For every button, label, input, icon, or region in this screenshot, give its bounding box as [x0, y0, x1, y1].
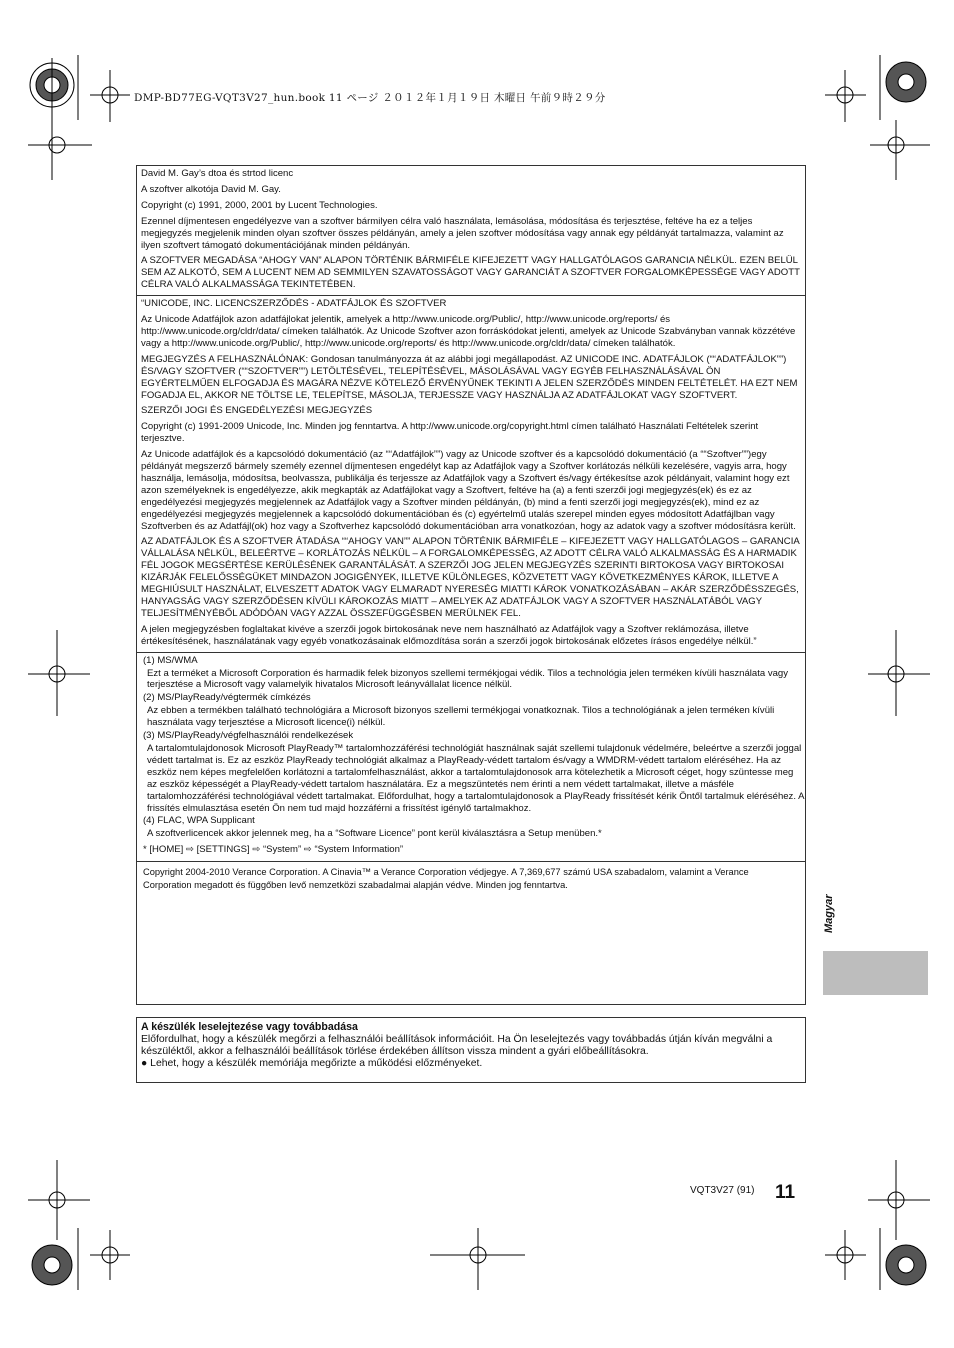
paragraph: AZ ADATFÁJLOK ÉS A SZOFTVER ÁTADÁSA ““AHOGY VAN”” ALAPON TÖRTÉNIK BÁRMIFÉLE – KIFEJEZETT VAGY HALLGATÓLAGOS – GARANCIA VÁLLALÁSA NÉLKÜL, BELEÉRTVE – KORLÁTOZÁS NÉLKÜL – A FORGALOMKÉPESSÉG, AZ ADOTT CÉLRA VALÓ ALKALMASSÁG ÉS A HARMADIK FÉL JOGOK MEGSÉRTÉSE KERÜLÉSÉNEK GARANTÁLÁSÁT. A SZERZŐI JOG JELEN MEGJEGYZÉS SZERINTI BIRTOKOSA VAGY BIRTOKOSAI KIZÁRJÁK FELELŐSSÉGÜKET MINDAZON JOGIGÉNYEK, ILLETVE KÜLÖNLEGES, KÖZVETETT VAGY KÖVETKEZMÉNYES KÁROK, ILLETVE A MEGHIÚSULT HASZNÁLAT, ELVESZETT ADATOK VAGY ELMARADT NYERESÉG MIATTI KÁROK VONATKOZÁSÁBAN – AKÁR SZERZŐDÉSSZEGÉS, HANYAGSÁG VAGY SZERZŐDÉSEN KÍVÜLI KÁROKOZÁS MIATT – AMELYEK AZ ADATFÁJLOK VAGY A SZOFTVER HASZNÁLATÁBÓL VAGY TELJESÍTMÉNYÉBŐL ADÓDÓAN VAGY AZZAL ÖSSZEFÜGGÉSBEN MERÜLNEK FEL.: [141, 536, 800, 619]
document-code: VQT3V27 (91): [690, 1185, 755, 1196]
dtoa-license: [137, 166, 805, 296]
paragraph: Előfordulhat, hogy a készülék megőrzi a felhasználói beállítások információit. Ha Ön leselejtezés vagy továbbadás útján kíván megválni a készüléktől, akkor a felhasználói beállítások törlése érdekében állítson vissza mindent a gyári előbeállításokra.: [141, 1034, 773, 1058]
paragraph: MEGJEGYZÉS A FELHASZNÁLÓNAK: Gondosan tanulmányozza át az alábbi jogi megállapodást. AZ UNICODE INC. ADATFÁJLOK (““ADATFÁJLOK””) ÉS/VAGY SZOFTVER (““SZOFTVER””) LETÖLTÉSÉVEL, TELEPÍTÉSÉVEL, MÁSOLÁSÁVAL VAGY EGYÉB FELHASZNÁLÁSÁVAL ÖN EGYÉRTELMŰEN ELFOGADJA ÉS MAGÁRA NÉZVE KÖTELEZŐ ÉRVÉNYŰNEK TEKINTI A JELEN SZERZŐDÉS MINDEN FELTÉTELÉT. HA EZT NEM FOGADJA EL, AKKOR NE TÖLTSE LE, TELEPÍTSE, MÁSOLJA, TERJESSZE VAGY HASZNÁLJA AZ ADATFÁJLOKAT VAGY SZOFTVERT.: [141, 353, 798, 401]
paragraph: David M. Gay’s dtoa és strtod licenc: [141, 168, 294, 179]
paragraph: Ezennel díjmentesen engedélyezve van a szoftver bármilyen célra való használata, lemásolása, módosítása és terjesztése, feltéve ha ez a teljes megjegyzés megjelenik minden olyan szoftver összes példányán, amely a jelen szoftver módosítása vagy annak egy példányát tartalmazza, valamint az ilyen szoftvert támogató dokumentációjának minden példányán.: [141, 215, 784, 251]
paragraph: Copyright 2004-2010 Verance Corporation. A Cinavia™ a Verance Corporation védjegye. A 7,369,677 számú USA szabadalom, valamint a Verance Corporation megadott és függőben levő nemzetközi szabadalmai alapján védve. Minden jog fenntartva.: [143, 867, 749, 890]
paragraph: SZERZŐI JOGI ÉS ENGEDÉLYEZÉSI MEGJEGYZÉS: [141, 405, 373, 417]
list-item-title: (1) MS/WMA: [143, 654, 198, 666]
list-item: A tartalomtulajdonosok Microsoft PlayReady™ tartalomhozzáférési technológiát használnak saját szellemi tulajdonuk védelmére, beleértve a szerzői joggal védett tartalmat is. Ez az eszköz PlayReady technológiát alkalmaz a PlayReady-védett tartalom és/vagy a WMDRM-védett tartalom eléréséhez. Ha az eszköz nem képes megfelelően korlátozni a tartalomfelhasználást, akkor a tartalomtulajdonosok arra kötelezhetik a Microsoft céget, hogy szüntesse meg az eszköz képességét a PlayReady-védett tartalom használatára. Ez a megszüntetés nem érinti a nem védett tartalmakat, illetve a másféle tartalomhozzáférési technológiával védett tartalmakat. Előfordulhat, hogy a tartalomtulajdonosok a PlayReady frissítését kérik Öntől tartalmuk eléréséhez. A frissítés elmulasztása esetén Ön nem tud majd hozzáférni a frissítést igénylő tartalmakhoz.: [147, 742, 804, 814]
list-item: Az ebben a termékben található technológiára a Microsoft bizonyos szellemi termékjogai vonatkoznak. Tilos a technológiának a jelen terméken kívüli használata vagy terjesztése a Microsoft licence(i) nélkül.: [147, 705, 775, 729]
license-box: [136, 165, 806, 1005]
list-item-title: (2) MS/PlayReady/végtermék címkézés: [143, 692, 311, 704]
cinavia-notice: [137, 862, 805, 895]
paragraph: Az Unicode Adatfájlok azon adatfájlokat jelentik, amelyek a http://www.unicode.org/Public/, http://www.unicode.org/reports/ és http://www.unicode.org/cldr/data/ címeken találhatók. Az Unicode Szoftver azon forráskódokat jelenti, amelyek az Unicode Szabványban vannak közzétéve vagy a http://www.unicode.org/Public/, http://www.unicode.org/reports/ és http://www.unicode.org/cldr/data/ címeken találhatók.: [141, 314, 796, 349]
paragraph: A SZOFTVER MEGADÁSA “AHOGY VAN” ALAPON TÖRTÉNIK BÁRMIFÉLE KIFEJEZETT VAGY HALLGATÓLAGOS GARANCIA NÉLKÜL. EZEN BELÜL SEM AZ ALKOTÓ, SEM A LUCENT NEM AD SEMMILYEN SZAVATOSSÁGOT VAGY GARANCIÁT A SZOFTVER FORGALOMKÉPESSÉGE VAGY ADOTT CÉLRA VALÓ ALKALMASSÁGA TEKINTETÉBEN.: [141, 255, 800, 291]
paragraph: Copyright (c) 1991-2009 Unicode, Inc. Minden jog fenntartva. A http://www.unicode.org/copyright.html címen található Használati Feltételek szerint terjesztve.: [141, 421, 759, 445]
language-label: Magyar: [823, 894, 835, 933]
file-header: DMP-BD77EG-VQT3V27_hun.book 11 ページ ２０１２年１月１９日 木曜日 午前９時２９分: [134, 92, 606, 104]
section-title: A készülék leselejtezése vagy továbbadása: [141, 1021, 358, 1033]
transfer-box: [136, 1017, 806, 1083]
list-item: Ezt a terméket a Microsoft Corporation és harmadik felek bizonyos szellemi termékjogai védik. Tilos a technológia jelen terméken kívüli használata vagy terjesztése a Microsoft vagy valamelyik hivatalos Microsoft leányvállalat licence nélkül.: [147, 667, 789, 691]
paragraph: A szoftver alkotója David M. Gay.: [141, 183, 281, 195]
paragraph: A jelen megjegyzésben foglaltakat kivéve a szerzői jogok birtokosának neve nem használható az Adatfájlok vagy a Szoftver reklámozása, illetve értékesítésének, használatának vagy egyéb vonatkozásainak előmozdítása során a szerzői jogok birtokosának előzetes írásos engedélye nélkül.”: [141, 623, 757, 647]
page-number: 11: [775, 1182, 796, 1203]
microsoft-notices: [137, 653, 805, 863]
paragraph: Copyright (c) 1991, 2000, 2001 by Lucent Technologies.: [141, 199, 378, 211]
language-tab: [823, 951, 928, 995]
list-item-title: (4) FLAC, WPA Supplicant: [143, 815, 255, 827]
unicode-license: [137, 296, 805, 652]
paragraph: Az Unicode adatfájlok és a kapcsolódó dokumentáció (az ““Adatfájlok””) vagy az Unicode szoftver és a kapcsolódó dokumentáció (a ““Szoftver””)egy példányát megszerző bármely személy ezennel díjmentesen engedélyt kap az Adatfájlok vagy a Szoftver korlátozás nélküli kezelésére, vagyis arra, hogy használja, lemásolja, módosítsa, beolvassza, publikálja és terjessze az Adatfájlok vagy a Szoftvert és/vagy értékesítse azok példányait, valamint hogy ezt azon személyeknek is engedélyezze, akik megkapták az Adatfájlokat vagy a Szoftvert, feltéve ha (a) a fenti szerzői jogi megjegyzés(ek) és ez az engedélyezési megjegyzés megjelennek az Adatfájlok vagy a Szoftver minden példányán, (b) mind a fenti szerzői jogi megjegyzés(ek), mind ez az engedélyezési megjegyzés megjelennek a kapcsolódó dokumentációban és (c) egyértelmű utalás szerepel minden egyes módosított Adatfájlban vagy Szoftverben és az Adatfájl(ok) hoz vagy a Szoftverhez kapcsolódó dokumentációban arra vonatkozóan, hogy az adatok vagy a szoftver módosításra került.: [141, 449, 796, 532]
footnote: * [HOME] ⇨ [SETTINGS] ⇨ “System” ⇨ “System Information”: [143, 844, 404, 856]
list-item: A szoftverlicencek akkor jelennek meg, ha a “Software Licence” pont kerül kiválasztásra a Setup menüben.*: [147, 828, 602, 840]
list-item-title: (3) MS/PlayReady/végfelhasználói rendelkezések: [143, 730, 354, 742]
paragraph: “UNICODE, INC. LICENCSZERZŐDÉS - ADATFÁJLOK ÉS SZOFTVER: [141, 298, 447, 310]
bullet-item: ● Lehet, hogy a készülék memóriája megőrizte a működési előzményeket.: [141, 1058, 483, 1070]
